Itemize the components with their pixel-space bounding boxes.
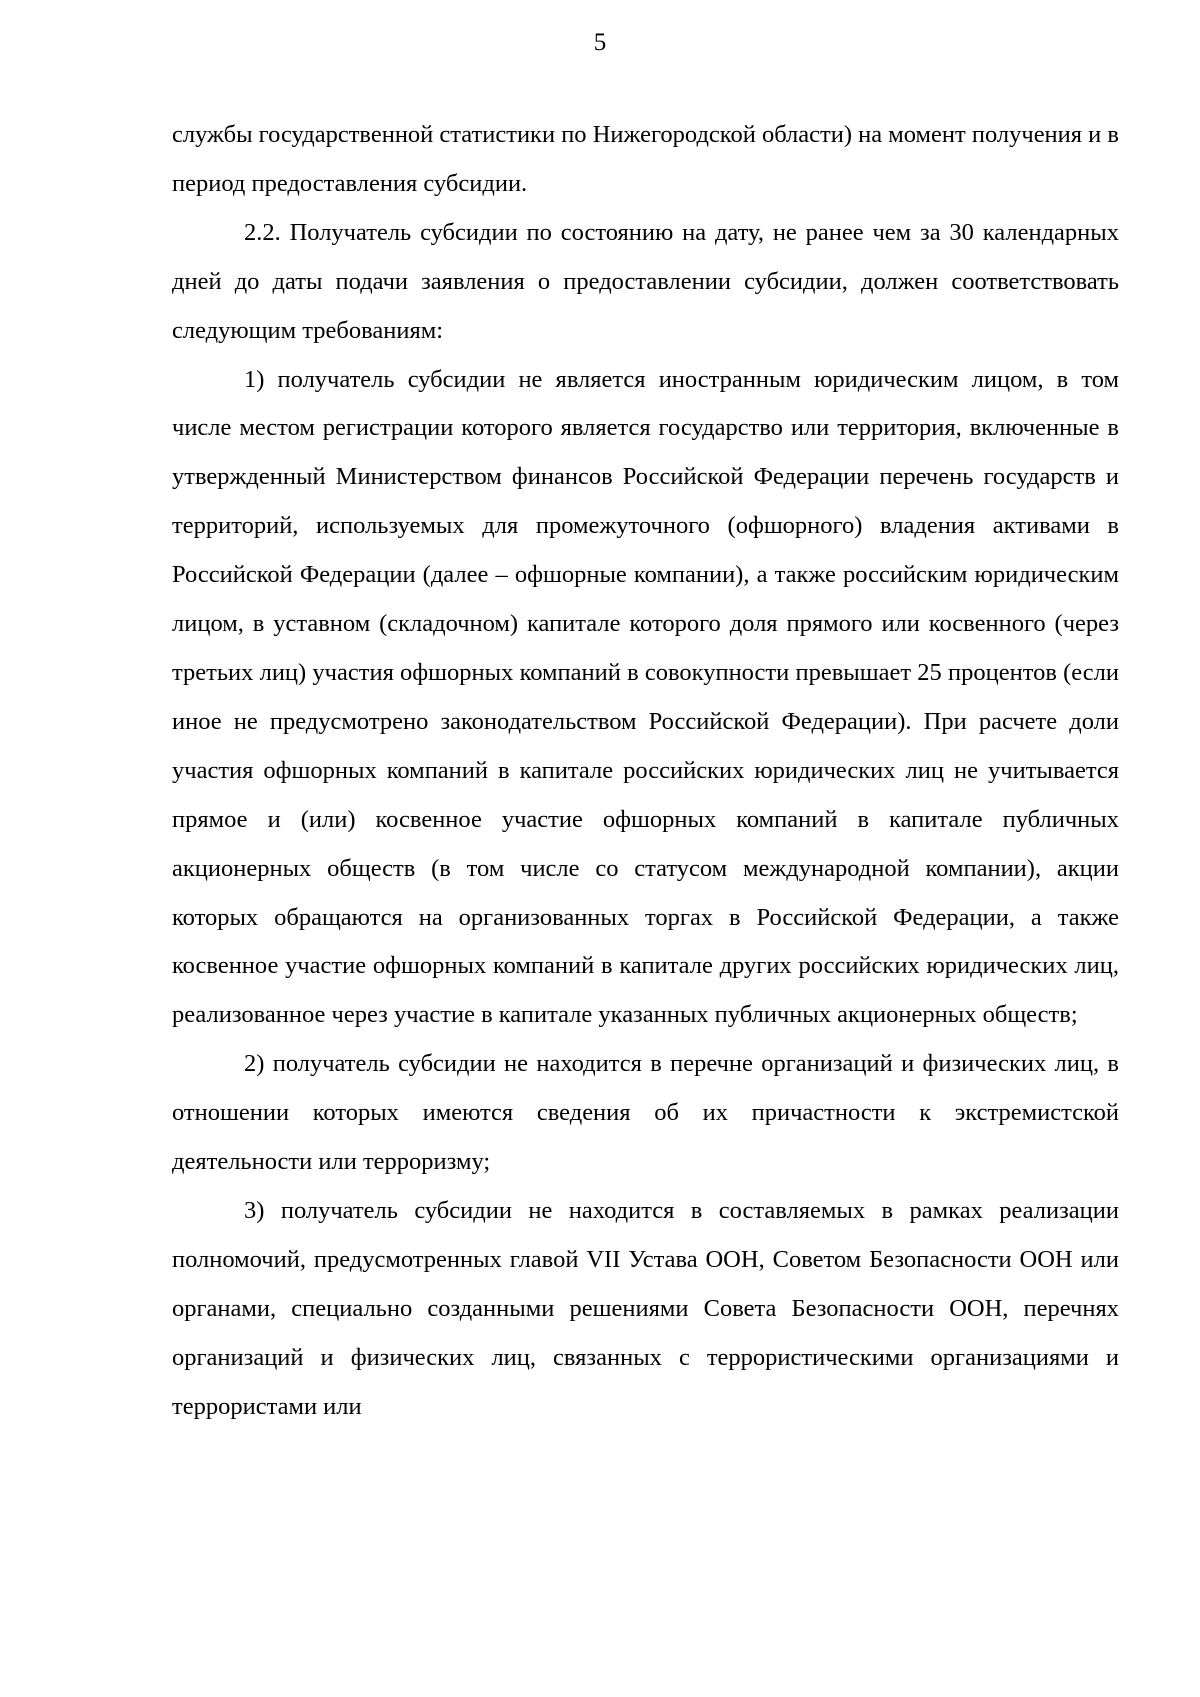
paragraph-continuation: службы государственной статистики по Нижегородской области) на момент получения и в период предоставления субсидии. — [172, 121, 1119, 197]
paragraph-item-3: 3) получатель субсидии не находится в составляемых в рамках реализации полномочий, предусмотренных главой VII Устава ООН, Советом Безопасности ООН или органами, специально созданными решениями Совета Безопасности ООН, перечнях организаций и физических лиц, связанных с террористическими организациями и террористами или — [172, 1196, 1119, 1420]
document-body — [172, 111, 1119, 1431]
paragraph-item-1: 1) получатель субсидии не является иностранным юридическим лицом, в том числе местом регистрации которого является государство или территория, включенные в утвержденный Министерством финансов Российской Федерации перечень государств и территорий, используемых для промежуточного (офшорного) владения активами в Российской Федерации (далее – офшорные компании), а также российским юридическим лицом, в уставном (складочном) капитале которого доля прямого или косвенного (через третьих лиц) участия офшорных компаний в совокупности превышает 25 процентов (если иное не предусмотрено законодательством Российской Федерации). При расчете доли участия офшорных компаний в капитале российских юридических лиц не учитывается прямое и (или) косвенное участие офшорных компаний в капитале публичных акционерных обществ (в том числе со статусом международной компании), акции которых обращаются на организованных торгах в Российской Федерации, а также косвенное участие офшорных компаний в капитале других российских юридических лиц, реализованное через участие в капитале указанных публичных акционерных обществ; — [172, 365, 1119, 1029]
paragraph-item-2: 2) получатель субсидии не находится в перечне организаций и физических лиц, в отношении которых имеются сведения об их причастности к экстремистской деятельности или терроризму; — [172, 1050, 1119, 1176]
page-number: 5 — [593, 29, 607, 56]
paragraph-2-2: 2.2. Получатель субсидии по состоянию на дату, не ранее чем за 30 календарных дней до даты подачи заявления о предоставлении субсидии, должен соответствовать следующим требованиям: — [172, 218, 1119, 344]
